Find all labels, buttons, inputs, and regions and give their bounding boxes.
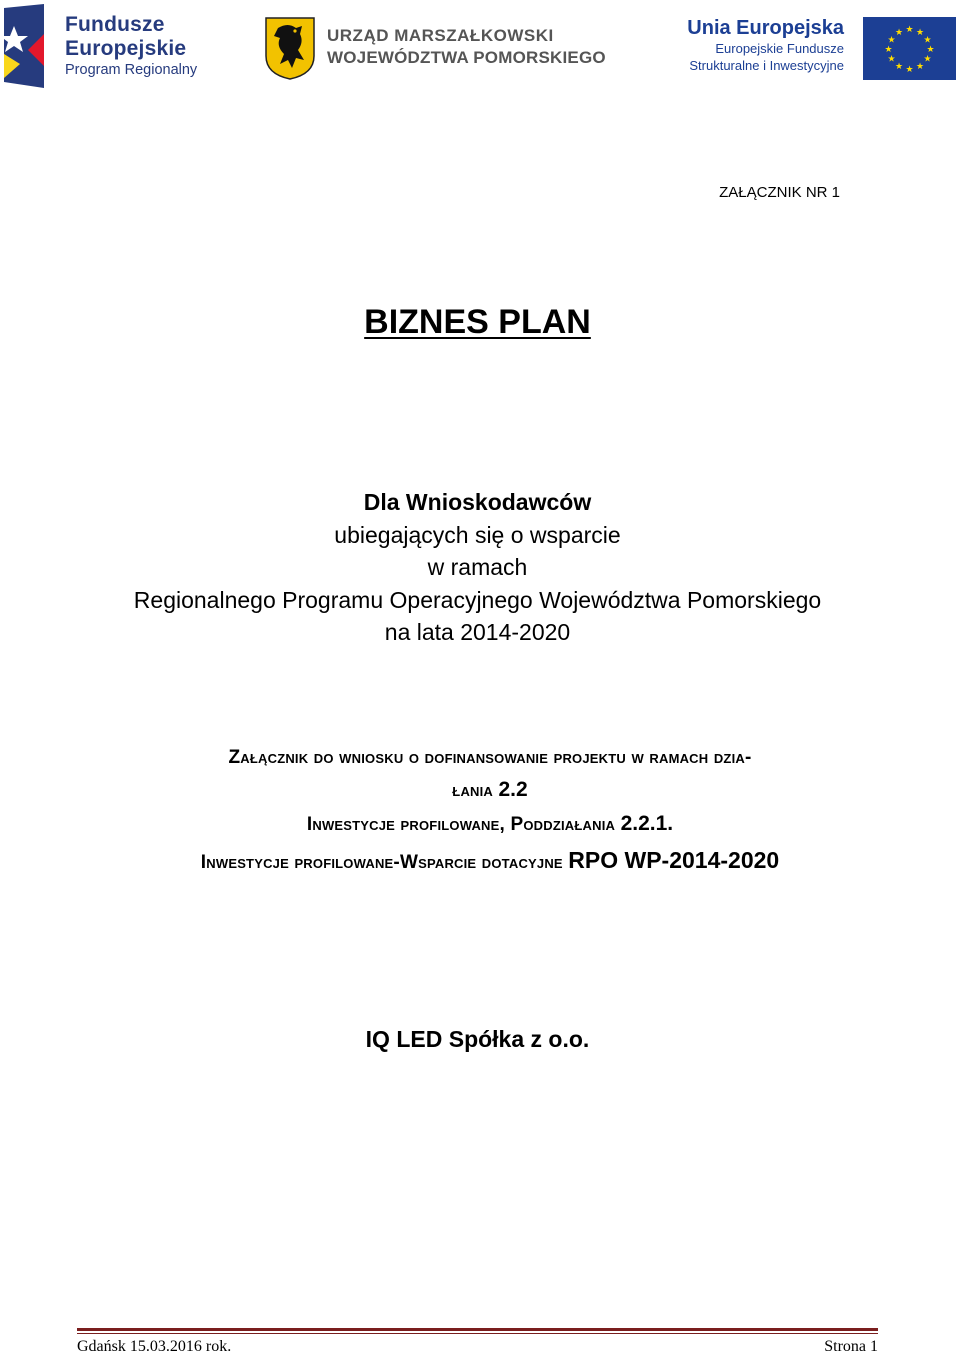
svg-text:★: ★ — [926, 45, 935, 55]
company-name: IQ LED Spółka z o.o. — [365, 1026, 590, 1052]
ue-line2: Europejskie Fundusze — [715, 41, 844, 56]
logo-bar — [0, 0, 960, 95]
fe-line3: Program Regionalny — [65, 62, 198, 78]
footer-page-number: Strona 1 — [824, 1338, 878, 1355]
fe-line1: Fundusze — [65, 13, 165, 36]
annex-heading — [110, 742, 870, 881]
heading-line1: Załącznik do wniosku o dofinansowanie projektu w ramach dzia- — [228, 747, 752, 768]
urzad-line2: WOJEWÓDZTWA POMORSKIEGO — [327, 48, 606, 67]
title-text: BIZNES PLAN — [364, 303, 591, 341]
footer-rule-thick — [77, 1328, 878, 1331]
urzad-marszalkowski-logo — [327, 27, 606, 66]
heading-line4a: Inwestycje profilowane-Wsparcie dotacyjne — [200, 852, 569, 873]
svg-text:★: ★ — [884, 45, 893, 55]
fundusze-europejskie-logo — [4, 4, 209, 88]
intro-line4: Regionalnego Programu Operacyjnego Województwa Pomorskiego — [133, 586, 822, 613]
intro-line5: na lata 2014-2020 — [384, 619, 571, 645]
svg-text:★: ★ — [894, 28, 904, 38]
heading-line2b: 2.2 — [498, 778, 528, 801]
svg-text:★: ★ — [894, 62, 904, 72]
fe-star-mark-icon — [4, 4, 52, 88]
svg-text:★: ★ — [923, 35, 932, 46]
svg-text:★: ★ — [915, 28, 925, 38]
heading-line3a: Inwestycje profilowane, — [306, 814, 511, 835]
svg-text:★: ★ — [905, 25, 914, 35]
heading-line2a: łania — [452, 780, 499, 801]
page-title — [0, 303, 955, 342]
ue-line1: Unia Europejska — [687, 17, 844, 39]
eu-flag-icon — [863, 17, 956, 80]
intro-line1: Dla Wnioskodawców — [363, 489, 592, 515]
heading-line3b: Poddziałania — [510, 814, 621, 835]
footer-place-date: Gdańsk 15.03.2016 rok. — [77, 1338, 232, 1355]
svg-text:★: ★ — [905, 65, 914, 75]
svg-text:★: ★ — [887, 54, 896, 65]
fe-line2: Europejskie — [65, 37, 187, 60]
intro-block — [0, 486, 955, 649]
intro-line3: w ramach — [427, 554, 528, 580]
svg-text:★: ★ — [915, 62, 925, 72]
heading-line3c: 2.2.1. — [620, 812, 674, 835]
svg-text:★: ★ — [923, 54, 932, 65]
annex-label: ZAŁĄCZNIK NR 1 — [719, 184, 840, 201]
ue-line3: Strukturalne i Inwestycyjne — [689, 58, 844, 73]
intro-line2: ubiegających się o wsparcie — [334, 521, 621, 548]
urzad-line1: URZĄD MARSZAŁKOWSKI — [327, 26, 554, 45]
svg-text:★: ★ — [887, 35, 896, 46]
pomorskie-griffin-emblem-icon — [264, 16, 316, 80]
footer-rule-thin — [77, 1333, 878, 1334]
heading-line4b: RPO WP-2014-2020 — [568, 847, 780, 873]
unia-europejska-logo — [664, 18, 844, 72]
